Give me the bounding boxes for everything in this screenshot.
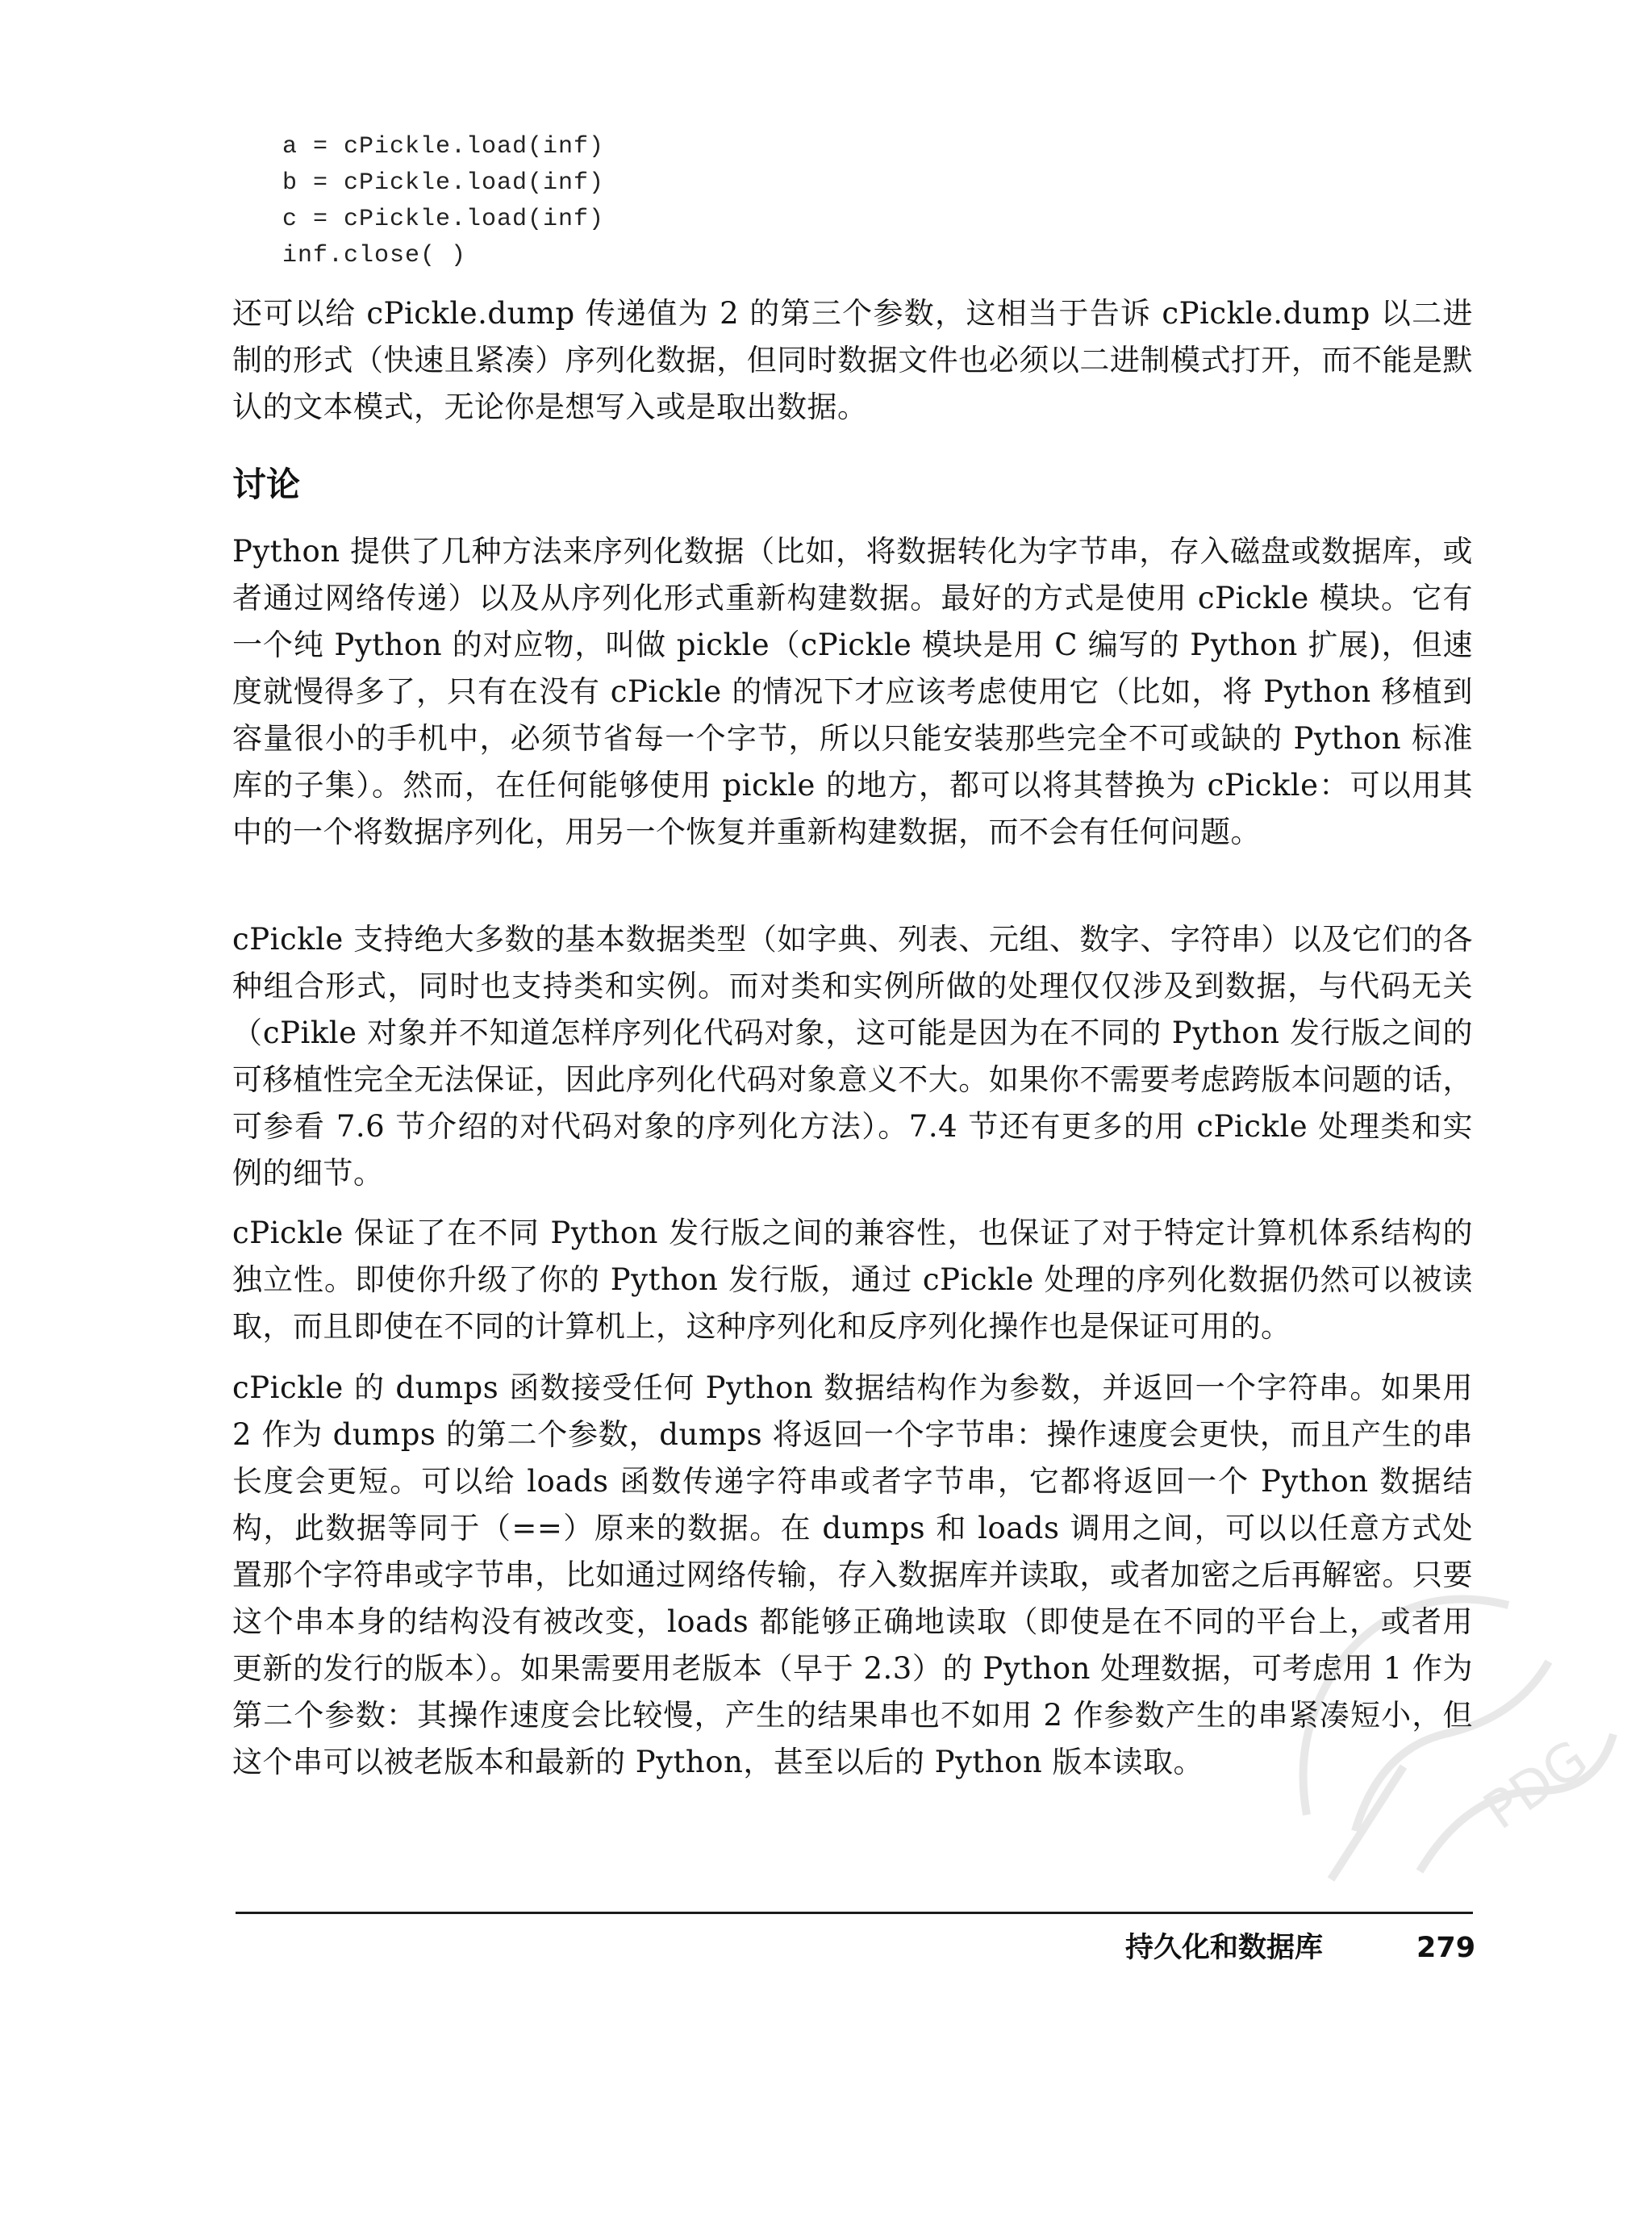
body-paragraph: cPickle 保证了在不同 Python 发行版之间的兼容性，也保证了对于特定计算机体系结构的独立性。即使你升级了你的 Python 发行版，通过 cPickle 处理的序列化数据仍然可以被读取，而且即使在不同的计算机上，这种序列化和反序列化操作也是保证可用的。 <box>232 1216 1473 1344</box>
code-line: b = cPickle.load(inf) <box>282 169 605 197</box>
body-paragraph: cPickle 的 dumps 函数接受任何 Python 数据结构作为参数，并返回一个字符串。如果用 2 作为 dumps 的第二个参数，dumps 将返回一个字节串：操作速度会更快，而且产生的串长度会更短。可以给 loads 函数传递字符串或者字节串，它都将返回一个 Python 数据结构，此数据等同于（==）原来的数据。在 dumps 和 loads 调用之间，可以以任意方式处置那个字符串或字节串，比如通过网络传输，存入数据库并读取，或者加密之后再解密。只要这个串本身的结构没有被改变，loads 都能够正确地读取（即使是在不同的平台上，或者用更新的发行的版本）。如果需要用老版本（早于 2.3）的 Python 处理数据，可考虑用 1 作为第二个参数：其操作速度会比较慢，产生的结果串也不如用 2 作参数产生的串紧凑短小，但这个串可以被老版本和最新的 Python，甚至以后的 Python 版本读取。 <box>232 1370 1473 1779</box>
section-heading: 讨论 <box>232 465 301 504</box>
code-block <box>282 129 604 274</box>
intro-paragraph: 还可以给 cPickle.dump 传递值为 2 的第三个参数，这相当于告诉 cPickle.dump 以二进制的形式（快速且紧凑）序列化数据，但同时数据文件也必须以二进制模式打开，而不能是默认的文本模式，无论你是想写入或是取出数据。 <box>232 296 1473 424</box>
body-paragraph: Python 提供了几种方法来序列化数据（比如，将数据转化为字节串，存入磁盘或数据库，或者通过网络传递）以及从序列化形式重新构建数据。最好的方式是使用 cPickle 模块。它有一个纯 Python 的对应物，叫做 pickle（cPickle 模块是用 C 编写的 Python 扩展)，但速度就慢得多了，只有在没有 cPickle 的情况下才应该考虑使用它（比如，将 Python 移植到容量很小的手机中，必须节省每一个字节，所以只能安装那些完全不可或缺的 Python 标准库的子集）。然而，在任何能够使用 pickle 的地方，都可以将其替换为 cPickle：可以用其中的一个将数据序列化，用另一个恢复并重新构建数据，而不会有任何问题。 <box>232 534 1473 849</box>
code-line: inf.close( ) <box>282 242 467 269</box>
watermark-seal-icon <box>1258 1524 1637 1944</box>
watermark-text: PDG <box>1473 1729 1599 1842</box>
page-number: 279 <box>1416 1932 1476 1964</box>
code-line: a = cPickle.load(inf) <box>282 133 605 161</box>
body-paragraph: cPickle 支持绝大多数的基本数据类型（如字典、列表、元组、数字、字符串）以及它们的各种组合形式，同时也支持类和实例。而对类和实例所做的处理仅仅涉及到数据，与代码无关（cPikle 对象并不知道怎样序列化代码对象，这可能是因为在不同的 Python 发行版之间的可移植性完全无法保证，因此序列化代码对象意义不大。如果你不需要考虑跨版本问题的话，可参看 7.6 节介绍的对代码对象的序列化方法）。7.4 节还有更多的用 cPickle 处理类和实例的细节。 <box>232 922 1473 1191</box>
footer-chapter-title: 持久化和数据库 <box>1125 1932 1324 1964</box>
code-line: c = cPickle.load(inf) <box>282 206 605 233</box>
